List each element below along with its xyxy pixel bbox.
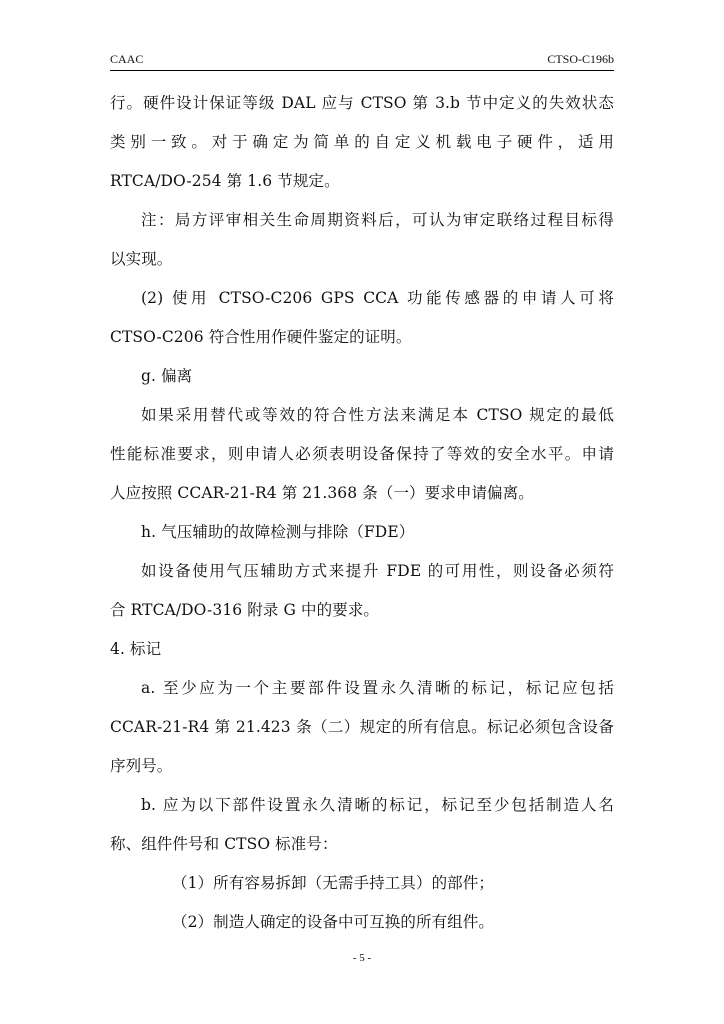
header-org: CAAC bbox=[110, 52, 144, 66]
section-heading-4: 4. 标记 bbox=[110, 640, 162, 658]
paragraph-line: 性能标准要求，则申请人必须表明设备保持了等效的安全水平。申请 bbox=[110, 445, 614, 463]
section-heading-h: h. 气压辅助的故障检测与排除（FDE） bbox=[141, 523, 415, 541]
paragraph-line: 序列号。 bbox=[110, 757, 173, 775]
document-body bbox=[110, 84, 614, 942]
note-line: 以实现。 bbox=[110, 250, 173, 268]
list-item: （2）制造人确定的设备中可互换的所有组件。 bbox=[172, 913, 494, 931]
page-number: - 5 - bbox=[352, 952, 372, 964]
paragraph-line: (2) 使用 CTSO-C206 GPS CCA 功能传感器的申请人可将 bbox=[141, 289, 614, 307]
list-item: （1）所有容易拆卸（无需手持工具）的部件； bbox=[172, 874, 494, 892]
paragraph-line: 类别一致。对于确定为简单的自定义机载电子硬件，适用 bbox=[110, 133, 614, 151]
paragraph-line: CCAR-21-R4 第 21.423 条（二）规定的所有信息。标记必须包含设备 bbox=[110, 718, 614, 736]
paragraph-line: 如果采用替代或等效的符合性方法来满足本 CTSO 规定的最低 bbox=[141, 406, 614, 424]
paragraph-line: 合 RTCA/DO-316 附录 G 中的要求。 bbox=[110, 601, 380, 619]
paragraph-line: RTCA/DO-254 第 1.6 节规定。 bbox=[110, 172, 340, 190]
page-header bbox=[110, 50, 614, 71]
paragraph-line: 人应按照 CCAR-21-R4 第 21.368 条（一）要求申请偏离。 bbox=[110, 484, 534, 502]
note-line: 注：局方评审相关生命周期资料后，可认为审定联络过程目标得 bbox=[141, 211, 614, 229]
section-heading-g: g. 偏离 bbox=[141, 367, 193, 385]
paragraph-line: b. 应为以下部件设置永久清晰的标记，标记至少包括制造人名 bbox=[141, 796, 614, 814]
paragraph-line: 行。硬件设计保证等级 DAL 应与 CTSO 第 3.b 节中定义的失效状态 bbox=[110, 94, 614, 112]
paragraph-line: CTSO-C206 符合性用作硬件鉴定的证明。 bbox=[110, 328, 412, 346]
paragraph-line: a. 至少应为一个主要部件设置永久清晰的标记，标记应包括 bbox=[141, 679, 614, 697]
paragraph-line: 如设备使用气压辅助方式来提升 FDE 的可用性，则设备必须符 bbox=[141, 562, 614, 580]
header-doc-number: CTSO-C196b bbox=[547, 52, 614, 66]
paragraph-line: 称、组件件号和 CTSO 标准号： bbox=[110, 835, 338, 853]
